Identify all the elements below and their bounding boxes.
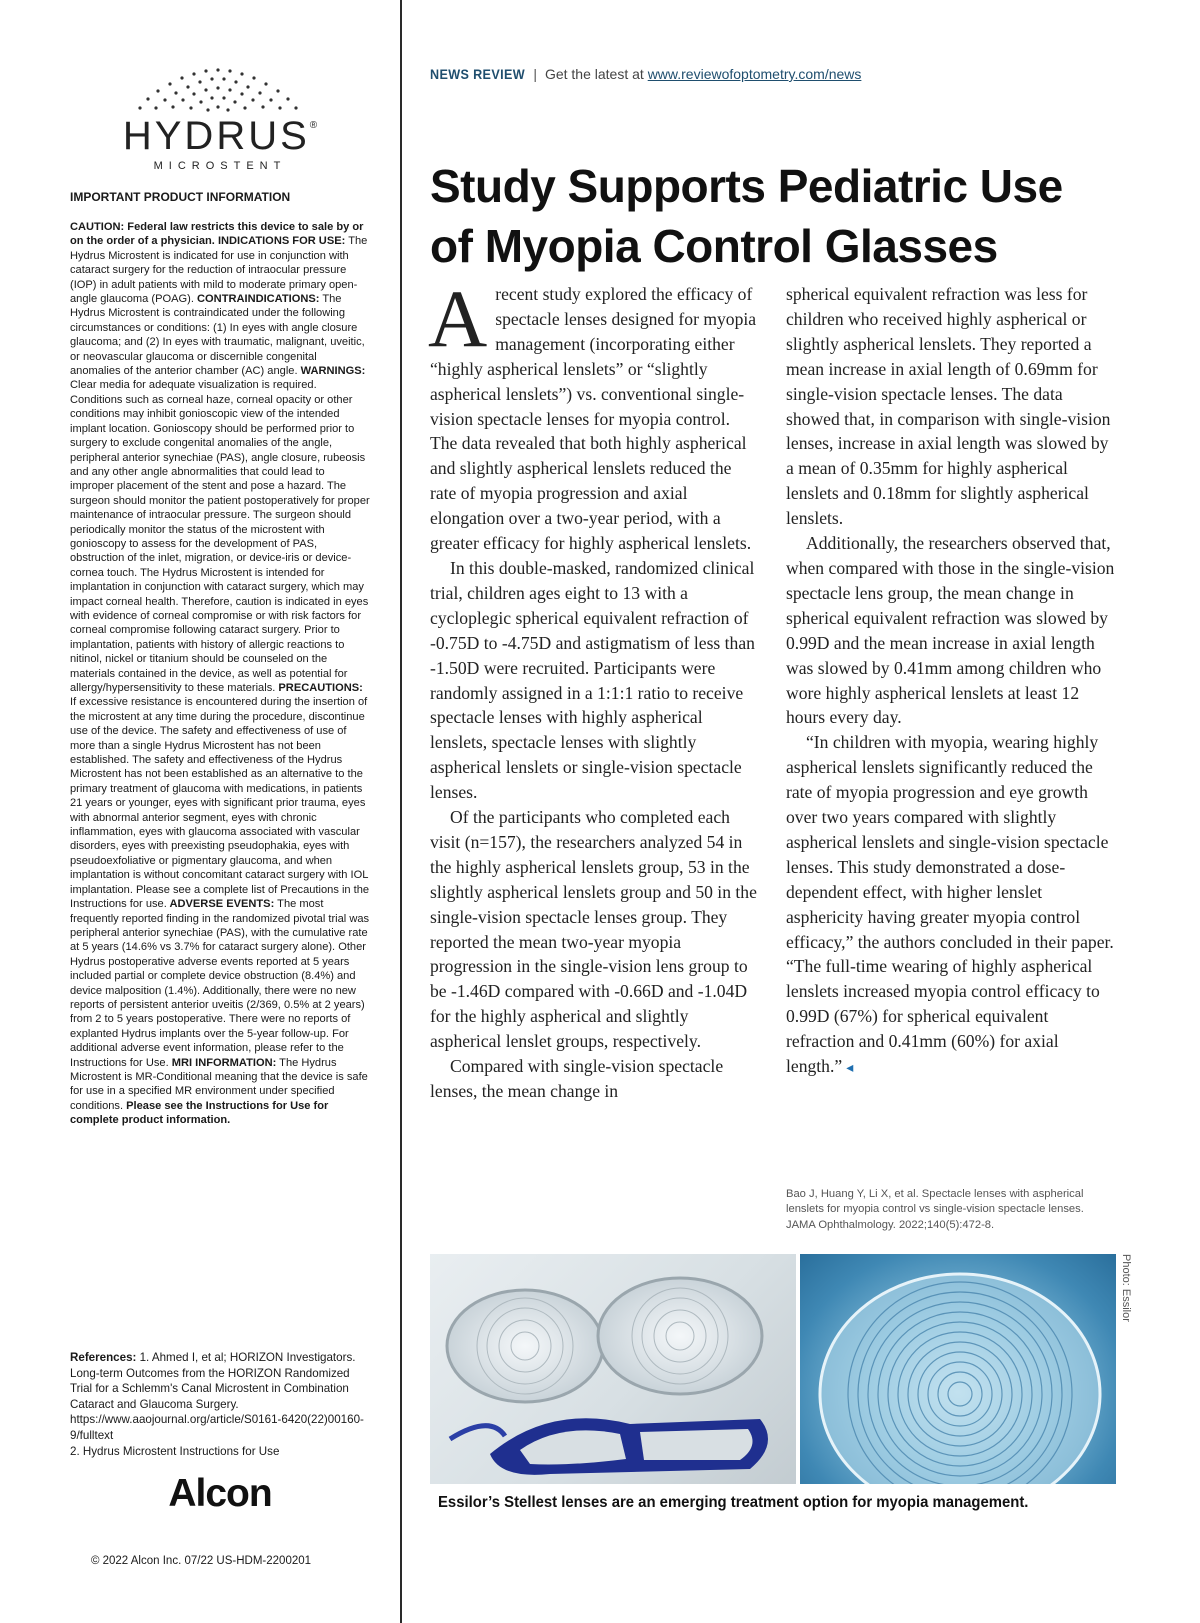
article-photo: [430, 1254, 1116, 1484]
info-bold-run: Please see the Instructions for Use for complete product information.: [70, 1099, 329, 1127]
info-bold-run: WARNINGS:: [297, 365, 366, 378]
article-title: [430, 156, 1150, 276]
logo-wordmark: HYDRUS®: [122, 114, 318, 158]
article-column-1: [428, 273, 760, 1104]
paragraph: Of the participants who completed each visit (n=157), the researchers analyzed 54 in the highly aspherical lenslets group, 53 in the slightly aspherical lenslets group and 50 in the single-vision spectacle lenses group. They reported the mean two-year myopia progression in the single-vision lens group to be -1.46D compared with -0.66D and -1.04D for the highly aspherical and slightly aspherical lenslet groups, respectively.: [430, 807, 757, 1052]
references: [70, 1350, 370, 1459]
alcon-logo: Alcon: [168, 1472, 272, 1515]
info-text-run: The most frequently reported finding in the randomized pivotal trial was peripheral anterior synechiae (PAS), with the cumulative rate at 5 years (14.6% vs 3.7% for cataract surgery alone). Other Hydrus postoperative adverse events reported at 5 years included partial or complete device obstruction (8.4%) and device malposition (1.4%). Additionally, there were no new reports of persistent anterior uveitis (2/369, 0.5% at 2 years) from 2 to 5 years postoperative. There were no reports of explanted Hydrus implants over the 5-year follow-up. For additional adverse event information, please refer to the Instructions for Use.: [70, 898, 370, 1069]
copyright: © 2022 Alcon Inc. 07/22 US-HDM-2200201: [90, 1555, 312, 1567]
header-separator: |: [533, 66, 538, 82]
title-line-2: of Myopia Control Glasses: [430, 220, 998, 272]
references-text-2: 2. Hydrus Microstent Instructions for Use: [70, 1444, 280, 1458]
paragraph: Additionally, the researchers observed that, when compared with those in the single-vision spectacle lens group, the mean change in spherical equivalent refraction was slowed by 0.99D and the mean increase in axial length was slowed by 0.41mm among children who wore highly aspherical lenslets at least 12 hours every day.: [786, 533, 1115, 728]
lens-closeup-photo: [800, 1254, 1116, 1484]
hydrus-logo: [104, 66, 336, 176]
info-text-run: The Hydrus Microstent is indicated for use in conjunction with cataract surgery for the reduction of intraocular pressure (IOP) in adult patients with mild to moderate primary open-angle glaucoma (POAG).: [70, 235, 368, 306]
glasses-photo: [430, 1254, 796, 1484]
paragraph: Compared with single-vision spectacle lenses, the mean change in: [430, 1056, 724, 1101]
paragraph: “In children with myopia, wearing highly aspherical lenslets significantly reduced the rate of myopia progression and eye growth over two years compared with slightly aspherical lenslets and single-vision spectacle lenses. This study demonstrated a dose-dependent effect, with higher lenslet asphericity having greater myopia control efficacy,” the authors concluded in their paper. “The full-time wearing of highly aspherical lenslets increased myopia control efficacy to 0.99D (67%) for spherical equivalent refraction and 0.41mm (60%) for axial length.” ◂: [786, 732, 1114, 1077]
logo-subtitle: MICROSTENT: [153, 160, 287, 172]
info-bold-run: PRECAUTIONS:: [275, 682, 363, 694]
paragraph: spherical equivalent refraction was less for children who received highly aspherical or slightly aspherical lenslets. They reported a mean increase in axial length of 0.69mm for single-vision spectacle lenses. The data showed that, in comparison with single-vision lenses, increase in axial length was slowed by a mean of 0.35mm for highly aspherical lenslets and 0.18mm for slightly aspherical lenslets.: [786, 284, 1111, 529]
info-text-run: Clear media for adequate visualization is required. Conditions such as corneal haze, corneal opacity or other conditions may inhibit gonioscopic view of the intended implant location. Gonioscopy should be performed prior to surgery to exclude congenital anomalies of the angle, peripheral anterior synechiae (PAS), angle closure, rubeosis and any other angle abnormalities that could lead to improper placement of the stent and pose a hazard. The surgeon should monitor the patient postoperatively for proper maintenance of intraocular pressure. The surgeon should periodically monitor the status of the microstent with gonioscopy to assess for the development of PAS, obstruction of the inlet, migration, or device-iris or device-cornea touch. The Hydrus Microstent is intended for implantation in conjunction with cataract surgery, which may impact corneal health. Therefore, caution is indicated in eyes with evidence of corneal compromise or with risk factors for corneal compromise following cataract surgery. Prior to implantation, patients with history of allergic reactions to nitinol, nickel or titanium should be counseled on the materials contained in the device, as well as potential for allergy/hypersensitivity to these materials.: [70, 379, 370, 694]
drop-cap: A: [428, 273, 488, 364]
product-info-body: [70, 220, 370, 1128]
info-bold-run: CONTRAINDICATIONS:: [193, 293, 320, 306]
title-line-1: Study Supports Pediatric Use: [430, 160, 1063, 212]
references-label: References:: [70, 1351, 137, 1364]
info-text-run: The Hydrus Microstent is contraindicated under the following circumstances or conditions: (1) In eyes with angle closure glaucoma; and (2) In eyes with traumatic, malignant, uveitic, or neovascular glaucoma or discernible congenital anomalies of the anterior chamber (AC) angle.: [70, 293, 365, 378]
news-link[interactable]: www.reviewofoptometry.com/news: [647, 66, 862, 82]
info-text-run: If excessive resistance is encountered during the insertion of the microstent at any time during the procedure, discontinue use of the device. The safety and effectiveness of use of more than a single Hydrus Microstent has not been established. The safety and effectiveness of the Hydrus Microstent has not been established as an alternative to the primary treatment of glaucoma with medications, in patients 21 years or younger, eyes with significant prior trauma, eyes with abnormal anterior segment, eyes with chronic inflammation, eyes with glaucoma associated with vascular disorders, eyes with preexisting pseudophakia, eyes with pseudoexfoliative or pigmentary glaucoma, and when implantation is without concomitant cataract surgery with IOL implantation. Please see a complete list of Precautions in the Instructions for use.: [70, 696, 370, 911]
info-text-run: The Hydrus Microstent is MR-Conditional meaning that the device is safe for use in a specified MR environment under specified conditions.: [70, 1056, 368, 1112]
paragraph: A recent study explored the efficacy of spectacle lenses designed for myopia management (incorporating either “highly aspherical lenslets” or “slightly aspherical lenslets”) vs. conventional single-vision spectacle lenses for myopia control. The data revealed that both highly aspherical and slightly aspherical lenslets reduced the rate of myopia progression and axial elongation over a two-year period, with a greater efficacy for highly aspherical lenslets.: [428, 273, 757, 554]
product-info-heading: IMPORTANT PRODUCT INFORMATION: [70, 190, 291, 204]
info-bold-run: INDICATIONS FOR USE:: [214, 235, 346, 248]
logo-dot-arc: [128, 66, 308, 118]
header-latest-text: Get the latest at: [544, 66, 644, 82]
info-bold-run: CAUTION: Federal law restricts this device to sale by or on the order of a physician.: [70, 221, 364, 248]
glasses-illustration: [430, 1254, 796, 1484]
product-info-sidebar: [0, 0, 402, 1623]
photo-caption: Essilor’s Stellest lenses are an emerging treatment option for myopia management.: [438, 1494, 1029, 1511]
info-bold-run: MRI INFORMATION:: [168, 1056, 277, 1069]
photo-credit: Photo: Essilor: [1120, 1254, 1132, 1322]
paragraph: In this double-masked, randomized clinical trial, children ages eight to 13 with a cycloplegic spherical equivalent refraction of -0.75D to -4.75D and astigmatism of less than -1.50D were recruited. Participants were randomly assigned in a 1:1:1 ratio to receive spectacle lenses with highly aspherical lenslets, spectacle lenses with slightly aspherical lenslets or single-vision spectacle lenses.: [430, 557, 755, 803]
lens-illustration: [800, 1254, 1116, 1484]
info-bold-run: ADVERSE EVENTS:: [166, 898, 275, 911]
citation: Bao J, Huang Y, Li X, et al. Spectacle lenses with aspherical lenslets for myopia control vs single-vision spectacle lenses. JAMA Ophthalmology. 2022;140(5):472-8.: [786, 1188, 1084, 1231]
news-review-tag: NEWS REVIEW: [430, 66, 525, 82]
section-header: [430, 66, 861, 82]
article-column-2: [786, 282, 1116, 1082]
end-mark-icon: ◂: [846, 1061, 854, 1077]
references-text: 1. Ahmed I, et al; HORIZON Investigators. Long-term Outcomes from the HORIZON Randomized Trial for a Schlemm's Canal Microstent in Combination Cataract and Glaucoma Surgery. https://www.aaojournal.org/article/S0161-6420(22)00160-9/fulltext: [70, 1351, 364, 1442]
